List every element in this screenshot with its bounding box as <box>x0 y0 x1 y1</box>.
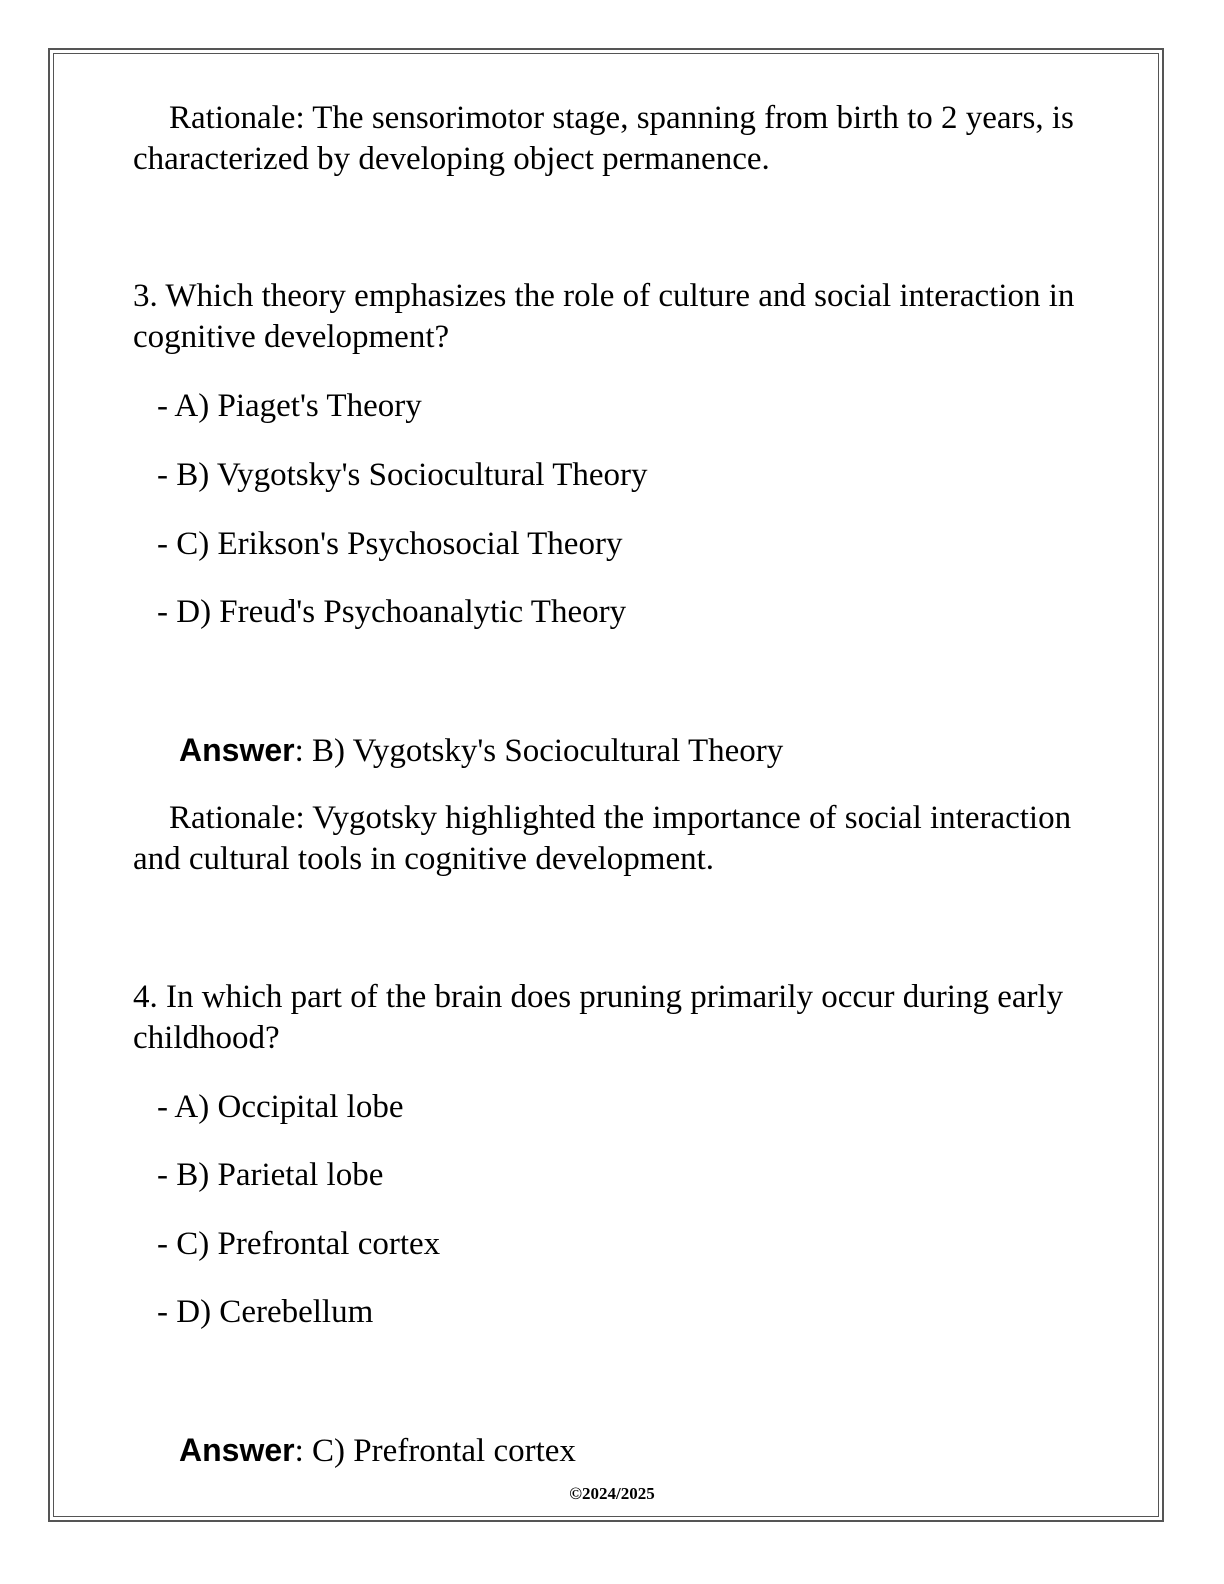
question-3-answer <box>179 730 783 772</box>
answer-label: Answer <box>179 732 295 768</box>
question-3-option-a: - A) Piaget's Theory <box>157 388 422 424</box>
question-4-answer <box>179 1430 576 1472</box>
rationale-previous-question: Rationale: The sensorimotor stage, spanning from birth to 2 years, is characterized by developing object permanence. <box>133 100 1074 177</box>
answer-label: Answer <box>179 1432 295 1468</box>
question-4-option-b: - B) Parietal lobe <box>157 1157 384 1193</box>
question-4-text: 4. In which part of the brain does pruning primarily occur during early childhood? <box>133 979 1064 1056</box>
copyright-footer: ©2024/2025 <box>569 1484 655 1503</box>
question-4-option-a: - A) Occipital lobe <box>157 1089 404 1125</box>
question-3-option-b: - B) Vygotsky's Sociocultural Theory <box>157 457 648 493</box>
question-3-option-c: - C) Erikson's Psychosocial Theory <box>157 526 623 562</box>
question-3-text: 3. Which theory emphasizes the role of culture and social interaction in cognitive development? <box>133 278 1075 355</box>
question-3-rationale: Rationale: Vygotsky highlighted the importance of social interaction and cultural tools in cognitive development. <box>133 800 1072 877</box>
answer-value: : B) Vygotsky's Sociocultural Theory <box>294 733 784 769</box>
question-3-option-d: - D) Freud's Psychoanalytic Theory <box>157 594 627 630</box>
question-4-option-d: - D) Cerebellum <box>157 1294 374 1330</box>
question-4-option-c: - C) Prefrontal cortex <box>157 1226 441 1262</box>
answer-value: : C) Prefrontal cortex <box>294 1433 576 1469</box>
